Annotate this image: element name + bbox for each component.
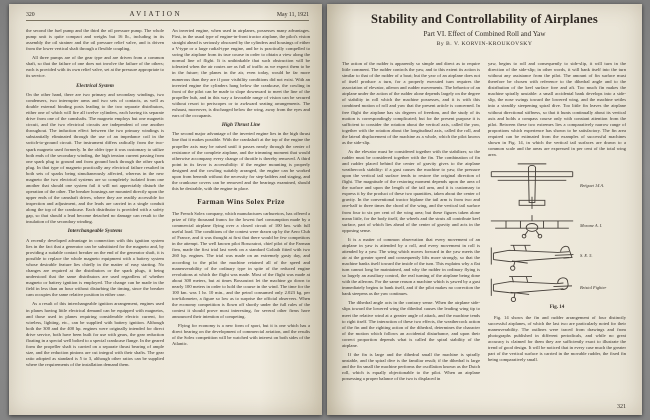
- left-page-column-2: [172, 28, 310, 406]
- aircraft-side-view-drawing: [488, 273, 576, 303]
- magazine-title: AVIATION: [129, 10, 183, 18]
- page-number-left: 320: [26, 12, 35, 18]
- paragraph: the second the fuel pump and the third the oil pressure pump. The whole pump unit is quite compact and weighs but 16 lb., including in its assembly the oil strainer and the oil pressure relief valve, and is driven from the lower vertical shaft through a flexible coupling.: [26, 28, 164, 52]
- paragraph: Flying for economy is a new form of sport, but it is one which has a direct bearing on the development of commercial aviation, and the results of the Solex competition will be watched with interest on both sides of the Atlantic.: [172, 323, 310, 347]
- figure-row: [488, 213, 626, 239]
- article-subtitle: Part VI. Effect of Combined Roll and Yaw: [423, 30, 546, 38]
- paragraph: An inverted engine, when used in airplanes, possesses many advantages. First, in the usual type of engine-in-front tractor airplane, the pilot's vision straight ahead is seriously obscured by the cylinders and housings of either a V-type or a large radial-type engine, and he is practically compelled to swing the airplane from its true course in order to obtain a view along the normal line of flight. It is unthinkable that such obstruction will be tolerated when the air routes are as full of traffic as we expect them to be in the future; the planes in the air, even today, would be far more numerous than they are if poor visibility conditions did not exist. With an inverted engine the cylinders hang below the crankcase, the cowling in front of the pilot can be made to slope downward to meet the line of the propeller hub, and in this way a favorable range of vision can be secured without resort to periscopes or to awkward seating arrangements. The exhaust, moreover, is discharged below the wing, away from the eyes and ears of the occupants.: [172, 28, 310, 118]
- aircraft-front-view-drawing: [488, 213, 576, 239]
- paragraph: As a result of this interchangeable ignition arrangement, engines used in planes having little electrical demand can be equipped with magnetos, and those used in planes requiring considerable electric current, for wireless, lighting, etc., can be supplied with battery ignition. Although both the 300 and the 400 hp. engines were originally intended for direct drive service, both have been built for use with gears, the gear reduction floating in a special well bolted to a special crankcase flange. In the geared form the propeller shaft is carried on a separate thrust bearing of ample size, and the reduction pinions are cut integral with their shafts. The gear ratio adopted as standard is 5 to 3, although other ratios can be supplied where the requirements of the installation demand them.: [26, 301, 164, 368]
- paragraph: The French Solex company, which manufactures carburetors, has offered a prize of fifty thousand francs for the lowest fuel consumption made by a commercial airplane flying over a closed circuit of 100 km. with full useful load. The conditions of the contest were drawn up by the Aero Club of France, and it was thought at first that there would be few competitors in the attempt. The well known pilot Bossoutrot, chief pilot of the Farman firm, made the first trial last week on a standard Goliath fitted with two 260 hp. engines. The trial was made on an extremely gusty day, and according to the pilot the machine retained all of the speed and maneuverability of the ordinary type in spite of the reduced engine revolutions at which the flight was made. Most of the flight was made at about 300 meters, but at times Bossoutrot let the machine go down to nearly 100 meters in order to hold the course in the wind. The time for the 100 km. was 1 hr. 10 min., and the petrol consumed only 2.023 kg. per ton-kilometer, a figure so low as to surprise the official observers. When the economy competition is flown off shortly under the full rules of the contest it should prove most interesting, for several other firms have announced their intention of competing.: [172, 211, 310, 320]
- article-byline: By B. V. KORVIN-KROUKOVSKY: [436, 41, 533, 47]
- paragraph: The action of the rudder is apparently so simple and direct as to require little comment. The rudder controls the yaw, and to this extent its action is similar to that of the rudder of a boat; but the yaw of an airplane does not of itself produce a turn, for a properly executed turn requires the association of elevator, aileron and rudder movements. The behavior of an airplane under the action of the rudder alone depends largely on the degree of stability in roll which the machine possesses, and it is with this combined motion of roll and yaw that the present article is concerned. In free flight the airplane has six degrees of freedom, and the study of its motion is correspondingly complicated; but for the present purpose it is sufficient to consider the rotation about the vertical axis, called the yaw, together with the rotation about the longitudinal axis, called the roll, and the lateral displacement of the machine as a whole, which the pilot knows as the side-slip.: [342, 61, 480, 145]
- aircraft-label: S. E. 5.: [580, 253, 593, 259]
- right-page-column-1: [342, 61, 480, 401]
- aircraft-label: Bréguet 14 A.: [580, 183, 605, 189]
- paragraph: A recently developed advantage in connection with this ignition system lies in the fact that a generator can be substituted for the magneto and, by providing a suitable contact breaker on the end of the generator shaft, it is possible to replace the whole magneto equipment with a battery system whose desirable feature lies chiefly in the matter of easy starting. No changes are required at the distributors or the spark plugs, it being understood that the same distributors are used regardless of whether magneto or battery ignition is employed. The change can be made in the field in less than an hour without disturbing the timing, since the breaker cam occupies the same relative position in either case.: [26, 237, 164, 298]
- section-heading-high-thrust-line: High Thrust Line: [221, 121, 261, 128]
- paragraph: The dihedral angle acts in the contrary sense. When the airplane side-slips toward the lowered wing the dihedral causes the leading wing tip to meet the relative wind at a greater angle of attack, and the machine tends to right itself. The interaction of these two effects, the weathercock action of the fin and the righting action of the dihedral, determines the character of the motion which follows an accidental disturbance, and upon their correct proportion depends what is called the spiral stability of the airplane.: [342, 300, 480, 348]
- issue-date: May 11, 1921: [276, 12, 309, 18]
- running-head: [26, 10, 309, 21]
- figure-caption: Fig. 14: [549, 305, 565, 310]
- paragraph: Fig. 14 shows the fin and rudder arrangement of four distinctly successful airplanes, of which the last two are particularly noted for their maneuverability. The outlines were traced from drawings and from photographs published in different periodicals, and while no great accuracy is claimed for them they are sufficiently exact to illustrate the trend of good design. It will be noticed that in every case much the greater part of the vertical surface is carried in the movable rudder, the fixed fin being comparatively small.: [488, 314, 626, 363]
- page-number-right: 321: [617, 404, 626, 410]
- paragraph: As the elevator must be considered together with the stabilizer, so the rudder must be considered together with the fin. The combination of fin and rudder placed behind the center of gravity gives to the airplane weathercock stability: if a gust causes the machine to yaw, the pressure upon the vertical tail surface tends to restore the original direction of flight. The magnitude of the restoring moment depends upon the area of the surface and upon the length of the tail arm, and it is customary to express it by the product of these two quantities, taken about the center of gravity. In the conventional tractor biplane the tail arm is from two and one-half to three times the chord of the wing, and the vertical tail surface from four to six per cent of the wing area; but these figures taken alone mean little, for the body itself, the wheels and the struts all contribute keel surface, part of which lies ahead of the center of gravity and acts in the opposing sense.: [342, 148, 480, 233]
- aircraft-label: Morane A. I.: [580, 223, 603, 229]
- paragraph: All three pumps are of the gear type and are driven from a common shaft, so that the failure of one does not involve the failure of the others; each is provided with its own relief valve, set at the pressure appropriate to its service.: [26, 55, 164, 79]
- right-page: [327, 4, 642, 415]
- section-heading-interchangeable-systems: Interchangeable Systems: [67, 228, 123, 235]
- aircraft-plan-view-drawing: [488, 161, 576, 211]
- aircraft-label: Bristol Fighter: [580, 285, 607, 291]
- figure-row: [488, 241, 626, 271]
- figure-row: [488, 273, 626, 303]
- figure-row: [488, 161, 626, 211]
- paragraph: The second major advantage of the inverted engine lies in the high thrust line that it makes possible. With the crankshaft at the top of the engine the propeller axis may be raised until it passes nearly through the center of resistance of the complete airplane, and the trimming moment that would otherwise accompany every change of throttle is thereby removed. A third point in its favor is accessibility: if the engine mounting is properly designed and the cowling suitably arranged, the engine can be worked upon from beneath without the necessity for step-ladders and staging, and the crankcase covers can be removed and the bearings examined, should this be desirable, with the engine in place.: [172, 131, 310, 191]
- left-page-column-1: [26, 28, 164, 406]
- article-heading-farman-wins-solex-prize: Farman Wins Solex Prize: [197, 198, 285, 207]
- left-page: [9, 4, 322, 415]
- right-page-column-2: [488, 61, 626, 401]
- figure-14: [488, 161, 626, 312]
- paragraph: On the other hand, there are two primary and secondary windings, two condensers, two interrupter arms and two sets of contacts, as well as double external binding posts leading to the two separate distributors, either one of which will fire all twelve cylinders, each having its separate drive from one of the camshafts. The magneto employs but one magnetic circuit, and the two electrical circuits are independent of one another throughout. The induction effect between the two primary windings is substantially eliminated through the use of an impedance coil in the switch-to-ground circuit. The instrument differs radically from the two-spark magneto used formerly. In the older type it was customary to utilize both ends of the secondary winding, the high tension current passing from one spark plug to ground and from ground back through the other spark plug. In that type of magneto practically any electrical failure resulted in both sets of sparks being simultaneously affected, whereas in the new magneto the two electrical systems are so completely isolated from one another that should one system fail it will not appreciably disturb the operation of the other. The breaker housings are mounted directly upon the upper ends of the camshaft drives, where they are readily accessible for inspection and adjustment, and the leads are carried in a single conduit along the top of the crankcase. Each distributor is provided with a safety gap, so that should a lead become detached no damage can result to the insulation of the secondary winding.: [26, 91, 164, 225]
- paragraph: If the fin is large and the dihedral small the machine is spirally unstable, and the spiral dive is the familiar result; if the dihedral is large and the fin small the machine performs the oscillation known as the Dutch roll, which is equally objectionable to the pilot. When an airplane possessing a proper balance of the two is displaced in: [342, 351, 480, 382]
- section-heading-electrical-system: Electrical System: [76, 82, 114, 89]
- paragraph: It is a matter of common observation that every movement of an airplane in yaw is attended by a roll, and every movement in roll is attended by a yaw. The wing which moves forward in the yaw meets the air at the greater speed and consequently lifts more strongly, so that the machine banks itself toward the inside of the turn. This explains why a flat turn cannot long be maintained, and why the rudder in ordinary flying is so largely an auxiliary control, the real turning of the airplane being done with the ailerons. For the same reason a machine which is yawed by a gust immediately begins to bank itself, and if the pilot makes no correction the bank steepens as the yaw continues.: [342, 236, 480, 297]
- article-head: [337, 12, 632, 47]
- aircraft-side-view-drawing: [488, 241, 576, 271]
- article-title: Stability and Controllability of Airplanes: [371, 12, 598, 26]
- paragraph: yaw, begins to roll and consequently to side-slip, it will turn in the direction of the side-slip; in other words, it will bank itself into the turn without any assistance from the pilot. The amount of fin surface must therefore be chosen with reference to the dihedral angle and to the distribution of the keel surface fore and aft. Too much fin makes the machine spirally unstable: a small accidental bank develops into a side-slip, the nose swings toward the lowered wing, and the machine settles into a steadily steepening spiral dive. Too little fin leaves the airplane without directional stiffness, so that it hunts continually about its vertical axis and holds a compass course only with constant attention from the pilot. Between these two extremes lies a comparatively narrow range of proportions which experience has shown to be satisfactory. The fin area required can be estimated from the examples of successful machines shown in Fig. 14, in which the vertical tail surfaces are drawn to a common scale and the areas are expressed in per cent of the total wing area.: [488, 61, 626, 157]
